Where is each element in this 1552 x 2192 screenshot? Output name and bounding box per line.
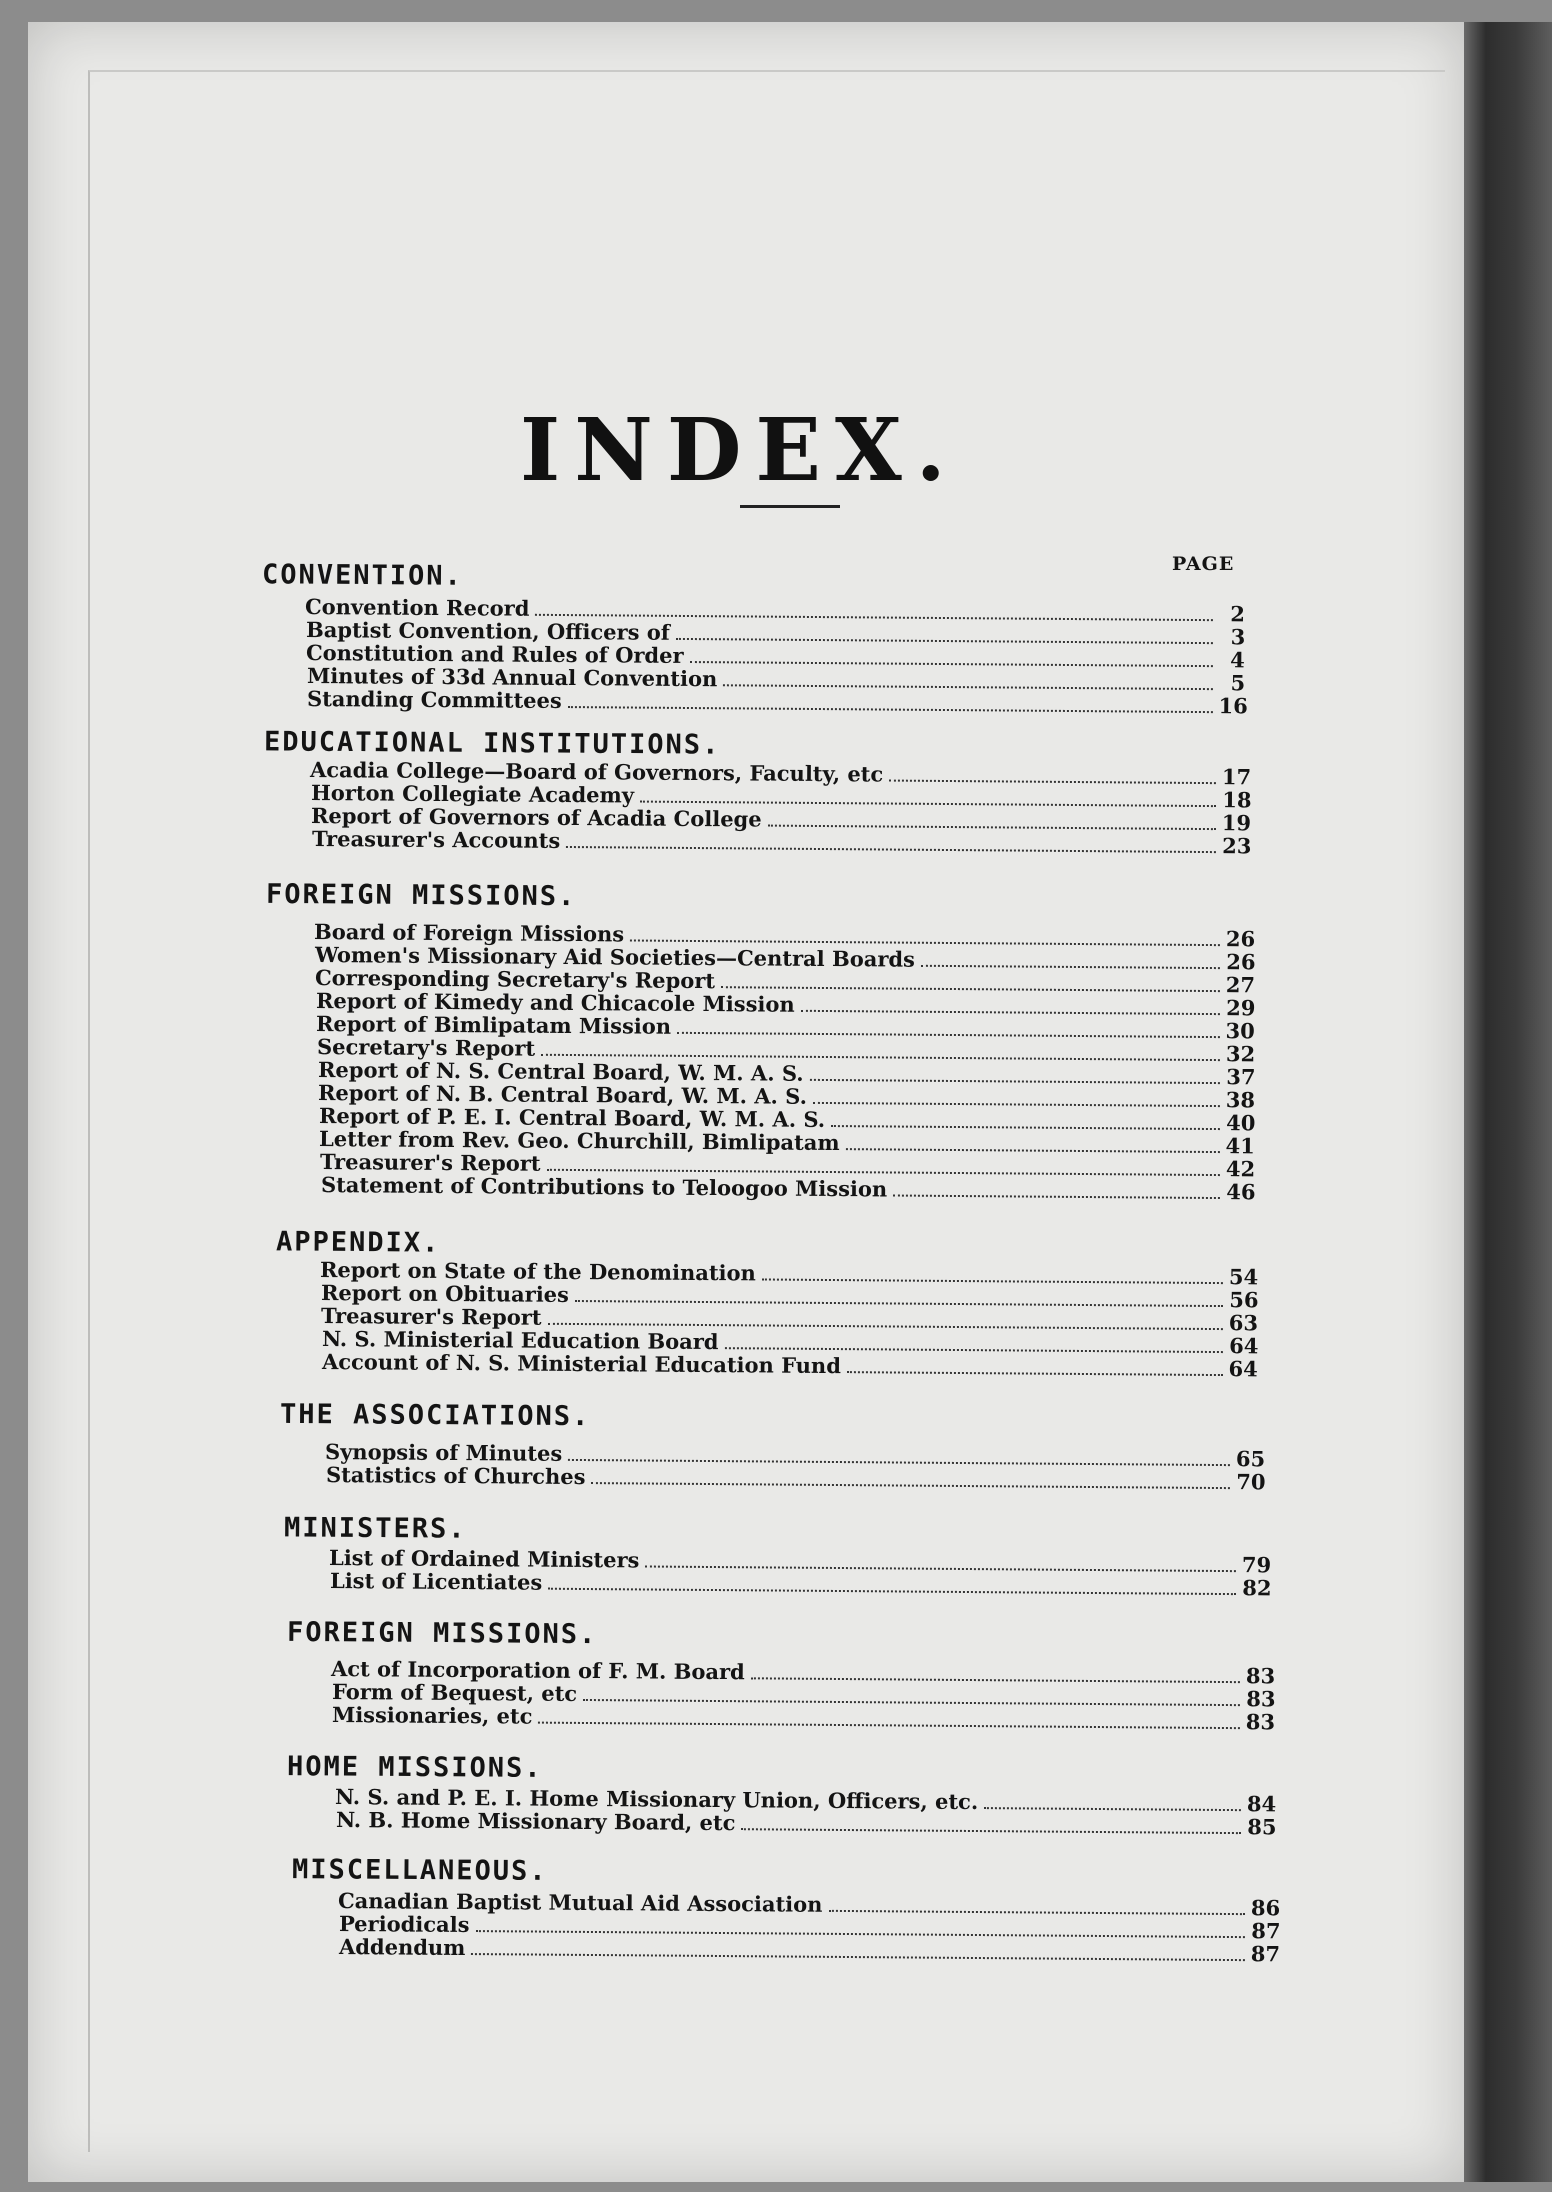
entry-page-number: 26 <box>1225 949 1256 975</box>
entry-page-number: 70 <box>1235 1469 1266 1495</box>
entry-page-number: 86 <box>1250 1895 1281 1921</box>
entry-label: Acadia College—Board of Governors, Faculty, etc <box>309 757 884 787</box>
entry-page-number: 26 <box>1225 926 1256 952</box>
leader-dots <box>548 1588 1236 1595</box>
section-title: FOREIGN MISSIONS. <box>286 1616 598 1651</box>
entry-label: Statistics of Churches <box>325 1462 586 1490</box>
section-title: THE ASSOCIATIONS. <box>279 1398 591 1433</box>
entry-label: N. S. Ministerial Education Board <box>321 1326 719 1355</box>
leader-dots <box>721 986 1220 992</box>
leader-dots <box>846 1148 1220 1153</box>
entry-label: Act of Incorporation of F. M. Board <box>330 1656 745 1685</box>
entry-label: Treasurer's Accounts <box>311 826 561 853</box>
page-column-header: PAGE <box>1172 553 1235 575</box>
entry-label: Report on Obituaries <box>320 1280 569 1307</box>
leader-dots <box>751 1677 1240 1683</box>
entry-label: Standing Committees <box>307 686 563 714</box>
leader-dots <box>768 825 1216 831</box>
entry-label: Report of P. E. I. Central Board, W. M. A. S. <box>318 1103 826 1132</box>
entry-page-number: 83 <box>1245 1663 1276 1689</box>
entry-label: Report of Kimedy and Chicacole Mission <box>315 988 795 1017</box>
entry-label: Horton Collegiate Academy <box>310 780 634 808</box>
entry-page-number: 82 <box>1241 1575 1272 1601</box>
entry-page-number: 38 <box>1225 1087 1256 1113</box>
section-title: EDUCATIONAL INSTITUTIONS. <box>263 726 721 761</box>
leader-dots <box>893 1194 1220 1199</box>
entry-label: List of Licentiates <box>329 1568 542 1595</box>
entry-page-number: 83 <box>1245 1686 1276 1712</box>
leader-dots <box>690 661 1213 667</box>
entry-page-number: 64 <box>1228 1356 1259 1382</box>
leader-dots <box>591 1482 1230 1489</box>
leader-dots <box>677 1032 1219 1038</box>
title-rule <box>740 505 840 508</box>
entry-page-number: 30 <box>1225 1018 1256 1044</box>
entry-label: Account of N. S. Ministerial Education Fund <box>322 1349 842 1379</box>
leader-dots <box>762 1278 1223 1284</box>
entry-label: Canadian Baptist Mutual Aid Association <box>337 1888 823 1917</box>
leader-dots <box>831 1125 1220 1130</box>
entry-label: Corresponding Secretary's Report <box>315 965 716 994</box>
leader-dots <box>920 965 1219 969</box>
entry-label: Report of N. S. Central Board, W. M. A. S. <box>317 1057 804 1086</box>
entry-page-number: 54 <box>1228 1264 1259 1290</box>
entry-label: Women's Missionary Aid Societies—Central Boards <box>314 942 915 972</box>
section-title: MINISTERS. <box>283 1512 467 1545</box>
entry-page-number: 37 <box>1225 1064 1256 1090</box>
entry-label: Treasurer's Report <box>319 1149 541 1176</box>
entry-label: Letter from Rev. Geo. Churchill, Bimlipatam <box>319 1126 841 1156</box>
entry-page-number: 29 <box>1225 995 1256 1021</box>
entry-page-number: 63 <box>1228 1310 1259 1336</box>
entry-page-number: 40 <box>1225 1110 1256 1136</box>
leader-dots <box>889 780 1216 785</box>
entry-label: List of Ordained Ministers <box>328 1545 640 1573</box>
entry-page-number: 4 <box>1230 647 1246 673</box>
entry-page-number: 65 <box>1235 1446 1266 1472</box>
section-title: FOREIGN MISSIONS. <box>265 878 577 913</box>
entry-label: Addendum <box>339 1934 466 1960</box>
entry-page-number: 17 <box>1221 764 1252 790</box>
entry-page-number: 2 <box>1230 601 1246 627</box>
entry-label: Convention Record <box>304 594 530 621</box>
entry-label: Board of Foreign Missions <box>313 919 625 947</box>
leader-dots <box>741 1828 1241 1834</box>
page-title: INDEX. <box>520 400 960 501</box>
entry-label: Statement of Contributions to Teloogoo Mission <box>320 1172 887 1202</box>
entry-page-number: 56 <box>1228 1287 1259 1313</box>
leader-dots <box>675 638 1213 644</box>
entry-page-number: 23 <box>1221 833 1252 859</box>
leader-dots <box>645 1565 1236 1572</box>
entry-page-number: 87 <box>1250 1918 1281 1944</box>
entry-label: Report of Governors of Acadia College <box>311 803 762 832</box>
leader-dots <box>539 1722 1240 1730</box>
entry-page-number: 19 <box>1221 810 1252 836</box>
section-title: APPENDIX. <box>275 1226 441 1259</box>
entry-page-number: 87 <box>1250 1941 1281 1967</box>
entry-label: Report of N. B. Central Board, W. M. A. S. <box>318 1080 808 1109</box>
entry-page-number: 42 <box>1225 1156 1256 1182</box>
leader-dots <box>984 1807 1241 1811</box>
entry-page-number: 84 <box>1246 1791 1277 1817</box>
entry-page-number: 32 <box>1225 1041 1256 1067</box>
entry-page-number: 85 <box>1246 1814 1277 1840</box>
section-title: MISCELLANEOUS. <box>291 1854 548 1887</box>
section-title: CONVENTION. <box>261 559 463 592</box>
leader-dots <box>813 1102 1220 1107</box>
leader-dots <box>723 684 1213 690</box>
entry-page-number: 16 <box>1218 693 1249 719</box>
entry-page-number: 46 <box>1225 1179 1256 1205</box>
entry-label: Report on State of the Denomination <box>319 1257 756 1286</box>
entry-page-number: 5 <box>1230 670 1246 696</box>
entry-label: Periodicals <box>338 1911 470 1938</box>
entry-page-number: 27 <box>1225 972 1256 998</box>
entry-label: N. B. Home Missionary Board, etc <box>335 1807 736 1836</box>
entry-label: Secretary's Report <box>316 1034 536 1061</box>
entry-label: N. S. and P. E. I. Home Missionary Union, Officers, etc. <box>334 1784 979 1815</box>
entry-label: Synopsis of Minutes <box>324 1439 563 1466</box>
entry-label: Form of Bequest, etc <box>331 1679 577 1706</box>
leader-dots <box>566 846 1216 853</box>
entry-label: Baptist Convention, Officers of <box>305 617 670 645</box>
entry-label: Constitution and Rules of Order <box>306 640 684 668</box>
leader-dots <box>847 1371 1223 1376</box>
entry-page-number: 83 <box>1245 1709 1276 1735</box>
entry-label: Treasurer's Report <box>321 1303 542 1330</box>
entry-page-number: 41 <box>1225 1133 1256 1159</box>
leader-dots <box>828 1910 1244 1915</box>
leader-dots <box>809 1079 1220 1084</box>
entry-page-number: 64 <box>1228 1333 1259 1359</box>
entry-label: Report of Bimlipatam Mission <box>316 1011 672 1039</box>
entry-label: Minutes of 33d Annual Convention <box>306 663 718 692</box>
entry-page-number: 18 <box>1221 787 1252 813</box>
entry-label: Missionaries, etc <box>332 1702 533 1729</box>
leader-dots <box>568 706 1213 713</box>
entry-page-number: 3 <box>1230 624 1246 650</box>
section-title: HOME MISSIONS. <box>286 1751 543 1784</box>
entry-page-number: 79 <box>1241 1552 1272 1578</box>
leader-dots <box>472 1953 1245 1961</box>
leader-dots <box>800 1010 1219 1015</box>
